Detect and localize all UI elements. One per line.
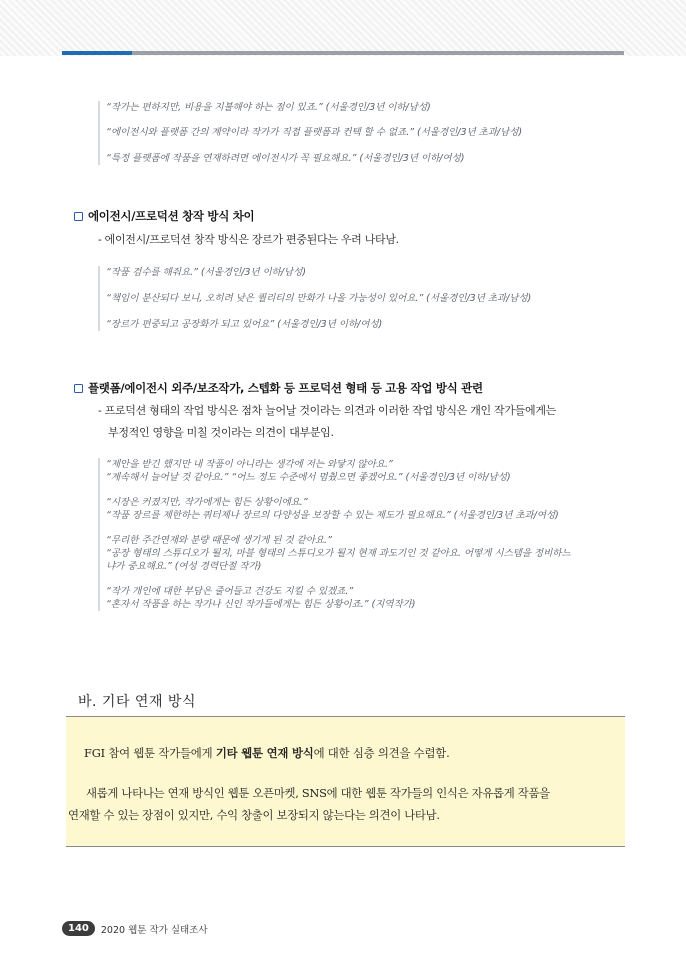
quote-text: 냐가 중요해요.” (여성 경력단절 작가) [106, 561, 262, 572]
quote-text: “작품 검수를 해줘요.” (서울경인/3년 이하/남성) [106, 267, 306, 278]
quote-text: “혼자서 작품을 하는 작가나 신인 작가들에게는 힘든 상황이죠.” (지역작가) [106, 599, 416, 610]
dash-point: - 에이전시/프로덕션 창작 방식은 장르가 편중된다는 우려 나타남. [98, 233, 399, 246]
quote-text: “에이전시와 플랫폼 간의 계약이라 작가가 직접 플랫폼과 컨택 할 수 없죠.” (서울경인/3년 초과/남성) [106, 127, 523, 138]
page-number: 140 [62, 921, 95, 936]
summary-highlight: 기타 웹툰 연재 방식 [215, 746, 314, 760]
quote-block-section1 [98, 266, 531, 331]
quote-text: “시장은 커졌지만, 작가에게는 힘든 상황이에요.” [106, 497, 308, 508]
quote-text: “작가 개인에 대한 부담은 줄어들고 건강도 지킬 수 있겠죠.” [106, 586, 354, 597]
section-heading [74, 380, 483, 396]
quote-text: “무리한 주간연재와 분량 때문에 생기게 된 것 같아요.” [106, 535, 332, 546]
quote-text: “장르가 편중되고 공장화가 되고 있어요” (서울경인/3년 이하/여성) [106, 319, 383, 330]
quote-text: “책임이 분산되다 보니, 오히려 낮은 퀄리티의 만화가 나올 가능성이 있어요.” (서울경인/3년 초과/남성) [106, 293, 532, 304]
summary-box [66, 716, 625, 847]
quote-text: “제안을 받긴 했지만 내 작품이 아니라는 생각에 저는 와닿지 않아요.” [106, 459, 393, 470]
section-title: 바. 기타 연재 방식 [78, 694, 196, 710]
header-rule [62, 51, 624, 55]
dash-point: - 프로덕션 형태의 작업 방식은 점차 늘어날 것이라는 의견과 이러한 작업 방식은 개인 작가들에게는 부정적인 영향을 미칠 것이라는 의견이 대부분임. [98, 404, 557, 439]
header-band [0, 0, 686, 56]
quote-text: “작품 장르를 제한하는 쿼터제나 장르의 다양성을 보장할 수 있는 제도가 필요해요.” (서울경인/3년 초과/여성) [106, 510, 559, 521]
header-rule-accent [62, 51, 132, 55]
quote-text: “공장 형태의 스튜디오가 될지, 마블 형태의 스튜디오가 될지 현재 과도기인 것 같아요. 어떻게 시스템을 정비하느 [106, 548, 571, 559]
quote-block-section2 [98, 458, 571, 611]
quote-block-top [98, 101, 522, 165]
summary-paragraph: 새롭게 나타나는 연재 방식인 웹툰 오픈마켓, SNS에 대한 웹툰 작가들의 인식은 자유롭게 작품을 연재할 수 있는 장점이 있지만, 수익 창출이 보장되지 않는다는 의견이 나타남. [68, 786, 550, 822]
quote-text: “계속해서 늘어날 것 같아요.” “어느 정도 수준에서 멈췄으면 좋겠어요.” (서울경인/3년 이하/남성) [106, 472, 511, 483]
section-heading-text: 플랫폼/에이전시 외주/보조작가, 스텝화 등 프로덕션 형태 등 고용 작업 방식 관련 [88, 381, 483, 395]
checkbox-square-icon [74, 384, 83, 393]
quote-text: “작가는 편하지만, 비용을 지불해야 하는 점이 있죠.” (서울경인/3년 이하/남성) [106, 102, 431, 113]
section-heading [74, 208, 254, 224]
quote-text: “특정 플랫폼에 작품을 연재하려면 에이전시가 꼭 필요해요.” (서울경인/3년 이하/여성) [106, 153, 465, 164]
checkbox-square-icon [74, 212, 83, 221]
section-heading-text: 에이전시/프로덕션 창작 방식 차이 [88, 209, 255, 223]
page-footer [62, 921, 208, 936]
footer-title: 2020 웹툰 작가 실태조사 [100, 924, 208, 936]
summary-intro: FGI 참여 웹툰 작가들에게 기타 웹툰 연재 방식에 대한 심층 의견을 수렴함. [84, 746, 450, 760]
